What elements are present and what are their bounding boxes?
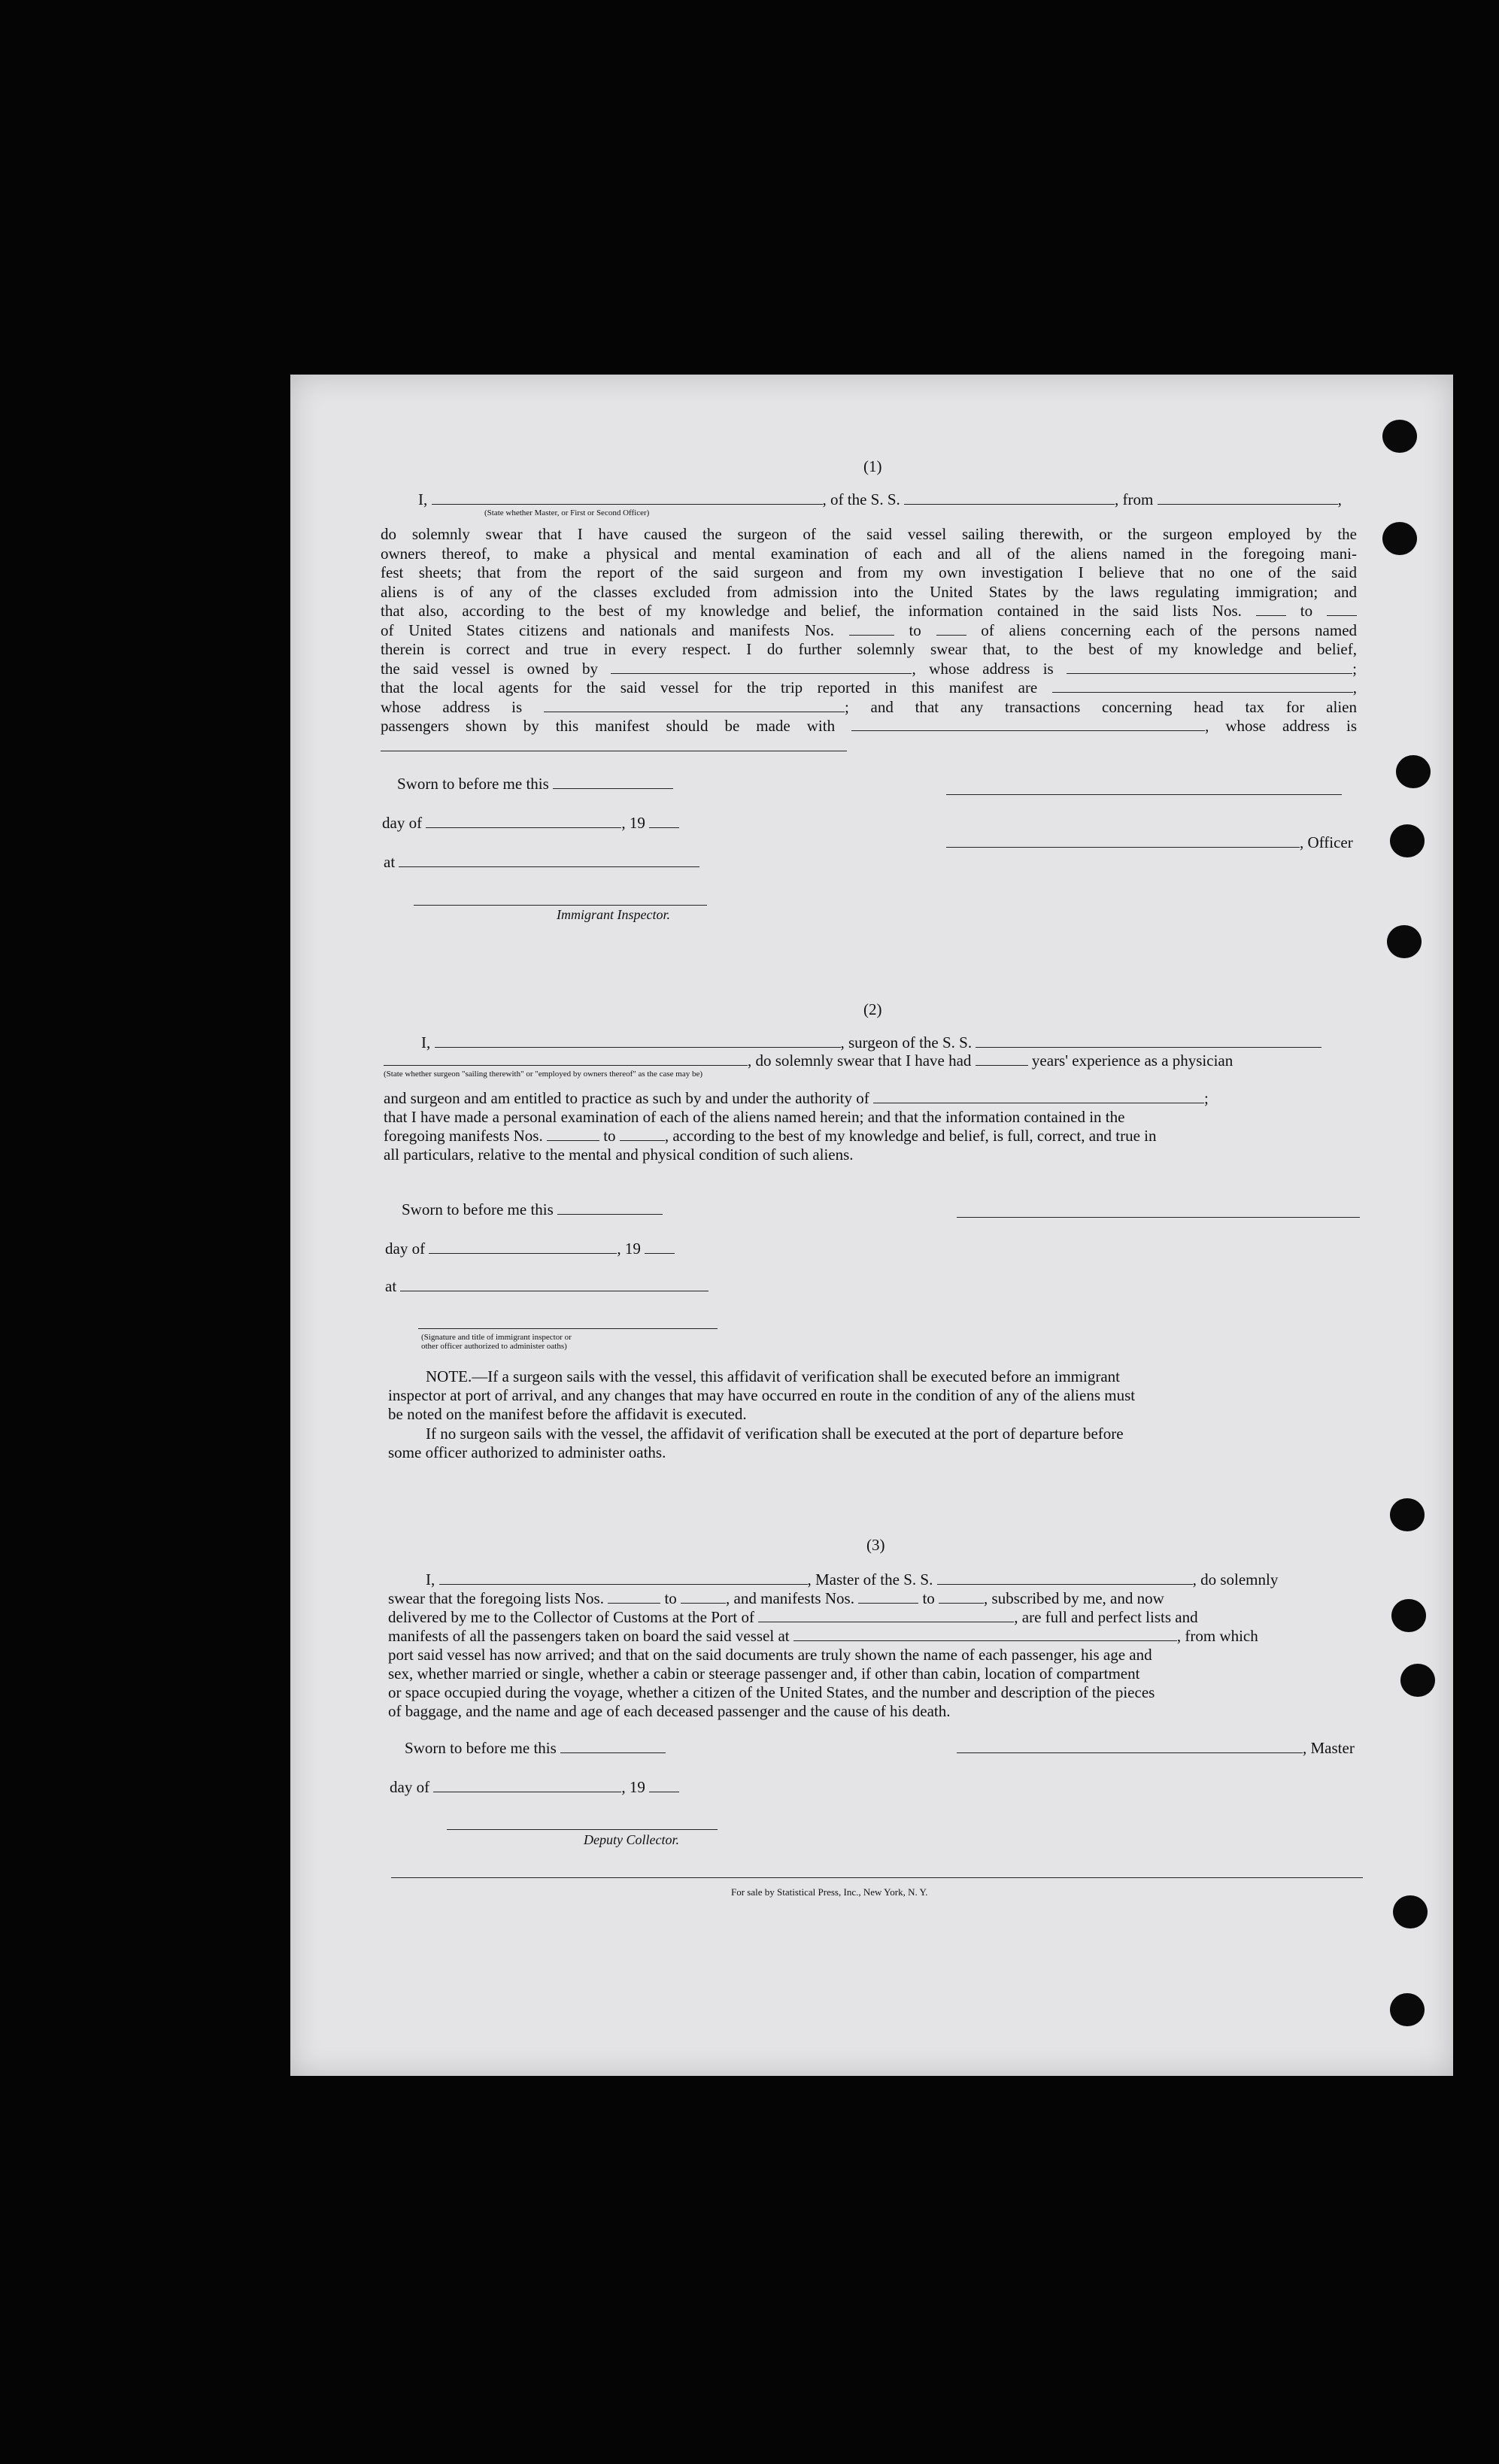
section-3-line-7: or space occupied during the voyage, whether a citizen of the United States, and the number and description of the pieces bbox=[388, 1683, 1155, 1701]
section-2-para-1: and surgeon and am entitled to practice as such by and under the authority of ; bbox=[384, 1089, 1209, 1107]
section-2-note-1: NOTE.—If a surgeon sails with the vessel, this affidavit of verification shall be executed before an immigrant bbox=[426, 1367, 1120, 1385]
section-2-para-2: that I have made a personal examination of each of the aliens named herein; and that the information contained in the bbox=[384, 1108, 1125, 1126]
section-2-line-1: I, , surgeon of the S. S. bbox=[421, 1033, 1321, 1052]
section-1-number: (1) bbox=[863, 457, 882, 475]
section-2-sig-note-2: other officer authorized to administer oaths) bbox=[421, 1342, 567, 1351]
section-1-inspector-line bbox=[414, 905, 707, 906]
section-1-officer-sig-line-1 bbox=[946, 794, 1342, 795]
punch-hole bbox=[1396, 755, 1431, 788]
section-3-line-2: swear that the foregoing lists Nos. to , and manifests Nos. to , subscribed by me, and now bbox=[388, 1589, 1164, 1607]
section-1-at: at bbox=[384, 853, 699, 872]
manifest-back-page bbox=[290, 375, 1453, 2076]
punch-hole bbox=[1390, 1498, 1425, 1531]
section-3-line-5: port said vessel has now arrived; and that on the said documents are truly shown the name of each passenger, his age and bbox=[388, 1646, 1152, 1664]
section-2-sig-note-1: (Signature and title of immigrant inspector or bbox=[421, 1333, 572, 1342]
section-3-line-8: of baggage, and the name and age of each deceased passenger and the cause of his death. bbox=[388, 1702, 951, 1720]
section-1-title-note: (State whether Master, or First or Second Officer) bbox=[484, 508, 650, 517]
punch-hole bbox=[1400, 1664, 1435, 1697]
punch-hole bbox=[1382, 420, 1417, 453]
section-3-number: (3) bbox=[866, 1536, 885, 1554]
footer-rule bbox=[391, 1877, 1363, 1878]
punch-hole bbox=[1390, 1993, 1425, 2026]
section-2-note-2: inspector at port of arrival, and any changes that may have occurred en route in the condition of any of the aliens must bbox=[388, 1386, 1136, 1404]
section-3-day: day of , 19 bbox=[390, 1778, 679, 1797]
section-1-line-1: I, , of the S. S. , from , bbox=[418, 490, 1342, 508]
section-3-line-4: manifests of all the passengers taken on board the said vessel at , from which bbox=[388, 1627, 1258, 1645]
section-3-master: , Master bbox=[957, 1739, 1355, 1758]
section-1-sworn: Sworn to before me this bbox=[397, 775, 673, 794]
section-2-note-4: If no surgeon sails with the vessel, the affidavit of verification shall be executed at the port of departure before bbox=[426, 1425, 1124, 1443]
punch-hole bbox=[1391, 1599, 1426, 1632]
section-3-line-3: delivered by me to the Collector of Customs at the Port of , are full and perfect lists and bbox=[388, 1608, 1198, 1626]
section-3-collector-label: Deputy Collector. bbox=[584, 1832, 679, 1847]
section-3-line-1: I, , Master of the S. S. , do solemnly bbox=[426, 1570, 1279, 1589]
punch-hole bbox=[1387, 925, 1422, 958]
section-2-title-note: (State whether surgeon "sailing therewith" or "employed by owners thereof" as the case may be) bbox=[384, 1070, 703, 1079]
section-2-para-4: all particulars, relative to the mental and physical condition of such aliens. bbox=[384, 1146, 854, 1164]
from-blank bbox=[1158, 493, 1338, 505]
section-2-day: day of , 19 bbox=[385, 1240, 675, 1258]
section-1-paragraph: do solemnly swear that I have caused the surgeon of the said vessel sailing therewith, or the surgeon employed by the owners thereof, to make a physical and mental examination of each and all of the aliens named in the foregoing mani- fest sheets; that from the report of the said surgeon and from my own investigation I believe that no one of the said aliens is of any of the classes excluded from admission into the United States by the laws regulating immigration; and that also, according to the best of my knowledge and belief, the information contained in the said lists Nos. to of United States citizens and nationals and manifests Nos. to of aliens concerning each of the persons named therein is correct and true in every respect. I do further solemnly swear that, to the best of my knowledge and belief, the said vessel is owned by , whose address is ; that the local agents for the said vessel for the trip reported in this manifest are , whose address is ; and that any transactions concerning head tax for alien passengers shown by this manifest should be made with , whose address is bbox=[381, 525, 1358, 735]
section-2-note-5: some officer authorized to administer oaths. bbox=[388, 1443, 666, 1461]
section-2-para-3: foregoing manifests Nos. to , according to the best of my knowledge and belief, is full, correct, and true in bbox=[384, 1127, 1157, 1145]
name-blank bbox=[432, 493, 823, 505]
punch-hole bbox=[1382, 522, 1417, 555]
printer-imprint: For sale by Statistical Press, Inc., New York, N. Y. bbox=[731, 1886, 928, 1898]
punch-hole bbox=[1393, 1895, 1428, 1928]
section-3-line-6: sex, whether married or single, whether a cabin or steerage passenger and, if other than cabin, location of compartment bbox=[388, 1664, 1140, 1683]
section-2-note-3: be noted on the manifest before the affidavit is executed. bbox=[388, 1405, 747, 1423]
punch-hole bbox=[1390, 824, 1425, 857]
section-1-day: day of , 19 bbox=[382, 814, 679, 833]
section-2-signature-line bbox=[418, 1328, 718, 1329]
section-3-collector-line bbox=[447, 1829, 718, 1830]
section-2-surgeon-sig-line bbox=[957, 1217, 1360, 1218]
vessel-blank bbox=[904, 493, 1115, 505]
section-1-inspector-label: Immigrant Inspector. bbox=[557, 907, 670, 922]
section-2-number: (2) bbox=[863, 1000, 882, 1018]
section-3-sworn: Sworn to before me this bbox=[405, 1739, 666, 1758]
section-2-at: at bbox=[385, 1277, 709, 1296]
section-1-officer: , Officer bbox=[946, 833, 1353, 852]
section-2-line-2: , do solemnly swear that I have had years' experience as a physician bbox=[384, 1051, 1233, 1070]
section-2-sworn: Sworn to before me this bbox=[402, 1200, 663, 1219]
